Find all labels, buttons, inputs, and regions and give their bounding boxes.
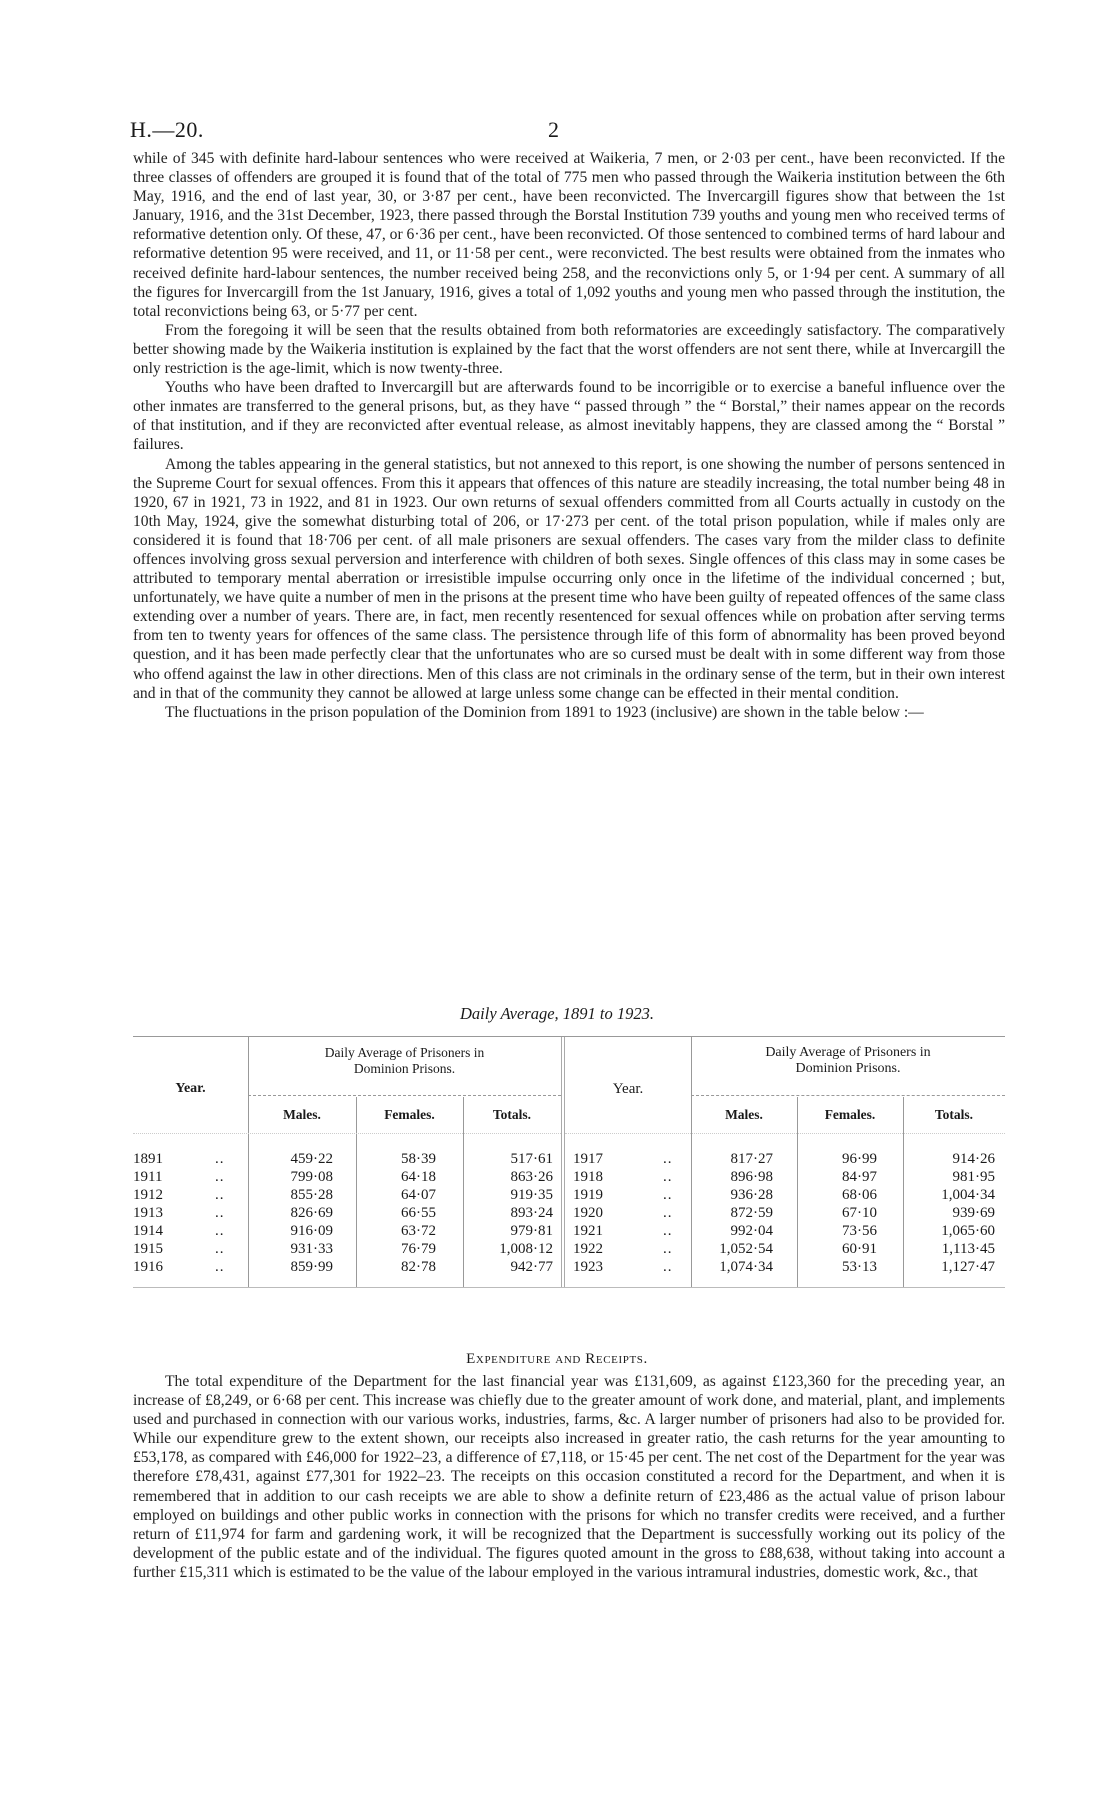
cell-males: 826·69 [290,1205,333,1221]
cell-dots: .. [663,1223,673,1239]
cell-year: 1911 [133,1169,163,1185]
cell-year: 1916 [133,1259,163,1275]
cell-dots: .. [663,1169,673,1185]
column-group-header [691,1045,1005,1077]
cell-year: 1917 [573,1151,603,1167]
cell-females: 64·18 [401,1169,436,1185]
cell-females: 76·79 [401,1241,436,1257]
column-header-totals: Totals. [934,1107,974,1122]
cell-males: 931·33 [290,1241,333,1257]
cell-dots: .. [663,1259,673,1275]
group-header-line: Dominion Prisons. [795,1061,901,1076]
table-row [133,1169,561,1187]
cell-totals: 1,004·34 [941,1187,995,1203]
paragraph: Among the tables appearing in the general statistics, but not annexed to this report, is one showing the number of persons sentenced in the Supreme Court for sexual offences. From this it appears that offences of this nature are steadily increasing, the total number being 48 in 1920, 67 in 1921, 73 in 1922, and 81 in 1923. Our own returns of sexual offenders committed from all Courts actually in custody on the 10th May, 1924, give the somewhat disturbing total of 206, or 17·273 per cent. of the total prison population, while if males only are considered it is found that 18·706 per cent. of all male prisoners are sexual offenders. The cases vary from the milder class to definite offences involving gross sexual perversion and interference with children of both sexes. Single offences of this class may in some cases be attributed to temporary mental aberration or irresistible impulse occurring only once in the lifetime of the individual concerned ; but, unfortunately, we have quite a number of men in the prisons at the present time who have been guilty of repeated offences of the same class extending over a number of years. There are, in fact, men recently resentenced for sexual offences while on probation after serving terms from ten to twenty years for offences of the same class. The persistence through life of this form of abnormality has been proved beyond question, and it has been made perfectly clear that the unfortunates who are so cursed must be dealt with in some different way from those who offend against the law in other directions. Men of this class are not criminals in the ordinary sense of the term, but in their own interest and in that of the community they cannot be allowed at large unless some change can be effected in their mental condition. [133,455,1005,702]
cell-totals: 981·95 [952,1169,995,1185]
cell-males: 459·22 [290,1151,333,1167]
cell-males: 859·99 [290,1259,333,1275]
group-header-line: Daily Average of Prisoners in [765,1045,931,1060]
cell-totals: 1,113·45 [941,1241,995,1257]
paragraph: From the foregoing it will be seen that the results obtained from both reformatories are exceedingly satisfactory. The comparatively better showing made by the Waikeria institution is explained by the fact that the worst offenders are not sent there, while at Invercargill the only restriction is the age-limit, which is now twenty-three. [133,321,1005,378]
cell-year: 1922 [573,1241,603,1257]
paragraph: The fluctuations in the prison population of the Dominion from 1891 to 1923 (inclusive) are shown in the table below :— [165,703,924,721]
column-header-females: Females. [384,1107,435,1122]
section-heading: Expenditure and Receipts. [466,1351,648,1367]
cell-totals: 863·26 [510,1169,553,1185]
cell-females: 73·56 [842,1223,877,1239]
document-reference: H.—20. [130,117,204,142]
table-row [133,1151,561,1169]
table-row [565,1187,1005,1205]
cell-year: 1918 [573,1169,603,1185]
cell-females: 82·78 [401,1259,436,1275]
column-header-females: Females. [824,1107,876,1122]
cell-totals: 1,127·47 [941,1259,995,1275]
cell-totals: 939·69 [952,1205,995,1221]
paragraph: Youths who have been drafted to Invercargill but are afterwards found to be incorrigible or to exercise a baneful influence over the other inmates are transferred to the general prisons, but, as they have “ passed through ” the “ Borstal,” their names appear on the records of that institution, and if they are reconvicted after eventual release, as almost inevitably happens, they are classed among the “ Borstal ” failures. [133,379,1005,454]
cell-year: 1891 [133,1151,163,1167]
cell-dots: .. [215,1205,225,1221]
cell-females: 84·97 [842,1169,877,1185]
table-row [133,1187,561,1205]
cell-males: 916·09 [290,1223,333,1239]
cell-totals: 1,008·12 [499,1241,553,1257]
cell-males: 855·28 [290,1187,333,1203]
body-text-after-table [133,1372,1005,1582]
column-header-males: Males. [283,1107,321,1122]
cell-dots: .. [663,1187,673,1203]
table-row [565,1223,1005,1241]
table-row [565,1259,1005,1277]
cell-males: 936·28 [730,1187,773,1203]
cell-males: 799·08 [290,1169,333,1185]
cell-dots: .. [215,1187,225,1203]
cell-males: 817·27 [730,1151,773,1167]
cell-females: 60·91 [842,1241,877,1257]
column-header-males: Males. [725,1107,763,1122]
cell-year: 1915 [133,1241,163,1257]
cell-totals: 517·61 [510,1151,553,1167]
cell-females: 64·07 [401,1187,436,1203]
cell-dots: .. [215,1241,225,1257]
table-right-half [565,1037,1005,1287]
cell-females: 53·13 [842,1259,877,1275]
table-row [133,1223,561,1241]
cell-year: 1920 [573,1205,603,1221]
paragraph: while of 345 with definite hard-labour sentences who were received at Waikeria, 7 men, or 2·03 per cent., have been reconvicted. If the three classes of offenders are grouped it is found that of the total of 775 men who passed through the Waikeria institution between the 6th May, 1916, and the end of last year, 30, or 3·87 per cent., have been reconvicted. The Invercargill figures show that between the 1st January, 1916, and the 31st December, 1923, there passed through the Borstal Institution 739 youths and young men who received terms of reformative detention only. Of these, 47, or 6·36 per cent., have been reconvicted. Of those sentenced to combined terms of hard labour and reformative detention 95 were received, and 11, or 11·58 per cent., were reconvicted. The best results were obtained from the inmates who received definite hard-labour sentences, the number received being 258, and the reconvictions only 5, or 1·94 per cent. A summary of all the figures for Invercargill from the 1st January, 1916, gives a total of 1,092 youths and young men who passed through the institution, the total reconvictions being 63, or 5·77 per cent. [133,150,1005,320]
column-header-year: Year. [612,1081,644,1097]
cell-females: 66·55 [401,1205,436,1221]
table-row [133,1205,561,1223]
cell-females: 96·99 [842,1151,877,1167]
cell-dots: .. [215,1151,225,1167]
cell-totals: 919·35 [510,1187,553,1203]
cell-males: 896·98 [730,1169,773,1185]
table-row [565,1151,1005,1169]
cell-totals: 1,065·60 [941,1223,995,1239]
cell-year: 1923 [573,1259,603,1275]
page-number: 2 [548,117,559,142]
table-row [133,1259,561,1277]
cell-dots: .. [663,1151,673,1167]
cell-dots: .. [215,1223,225,1239]
cell-totals: 914·26 [952,1151,995,1167]
cell-year: 1912 [133,1187,163,1203]
daily-average-table [133,1036,1005,1288]
group-header-line: Daily Average of Prisoners in [324,1045,485,1060]
cell-totals: 942·77 [510,1259,553,1275]
cell-males: 872·59 [730,1205,773,1221]
cell-dots: .. [215,1169,225,1185]
cell-totals: 893·24 [510,1205,553,1221]
group-header-line: Dominion Prisons. [353,1061,456,1076]
cell-year: 1914 [133,1223,163,1239]
cell-females: 63·72 [401,1223,436,1239]
cell-females: 58·39 [401,1151,436,1167]
cell-females: 67·10 [842,1205,877,1221]
cell-totals: 979·81 [510,1223,553,1239]
cell-year: 1919 [573,1187,603,1203]
body-text-before-table [133,149,1005,722]
cell-females: 68·06 [842,1187,877,1203]
cell-males: 1,052·54 [719,1241,773,1257]
table-row [133,1241,561,1259]
table-left-half [133,1037,561,1287]
cell-dots: .. [663,1205,673,1221]
table-row [565,1205,1005,1223]
paragraph: The total expenditure of the Department for the last financial year was £131,609, as against £123,360 for the preceding year, an increase of £8,249, or 6·68 per cent. This increase was chiefly due to the greater amount of work done, and material, plant, and implements used and purchased in connection with our various works, industries, farms, &c. A larger number of prisoners had also to be provided for. While our expenditure grew to the extent shown, our receipts also increased in greater ratio, the cash returns for the year amounting to £53,178, as compared with £46,000 for 1922–23, a difference of £7,118, or 15·45 per cent. The net cost of the Department for the year was therefore £78,431, against £77,301 for 1922–23. The receipts on this occasion constituted a record for the Department, and when it is remembered that in addition to our cash receipts we are able to show a definite return of £23,486 as the actual value of prison labour employed on buildings and other public works in connection with the prisons for which no transfer credits were received, and a further return of £11,974 for farm and gardening work, it will be recognized that the Department is successfully working out its policy of the development of the public estate and of the individual. The figures quoted amount in the gross to £88,638, without taking into account a further £15,311 which is estimated to be the value of the labour employed in the various intramural industries, domestic work, &c., that [133,1373,1005,1581]
cell-year: 1913 [133,1205,163,1221]
column-group-header [248,1045,561,1077]
cell-males: 992·04 [730,1223,773,1239]
column-header-year: Year. [175,1081,206,1096]
table-row [565,1169,1005,1187]
cell-males: 1,074·34 [719,1259,773,1275]
column-header-totals: Totals. [492,1107,532,1122]
table-row [565,1241,1005,1259]
cell-year: 1921 [573,1223,603,1239]
cell-dots: .. [663,1241,673,1257]
cell-dots: .. [215,1259,225,1275]
table-title: Daily Average, 1891 to 1923. [459,1004,654,1023]
